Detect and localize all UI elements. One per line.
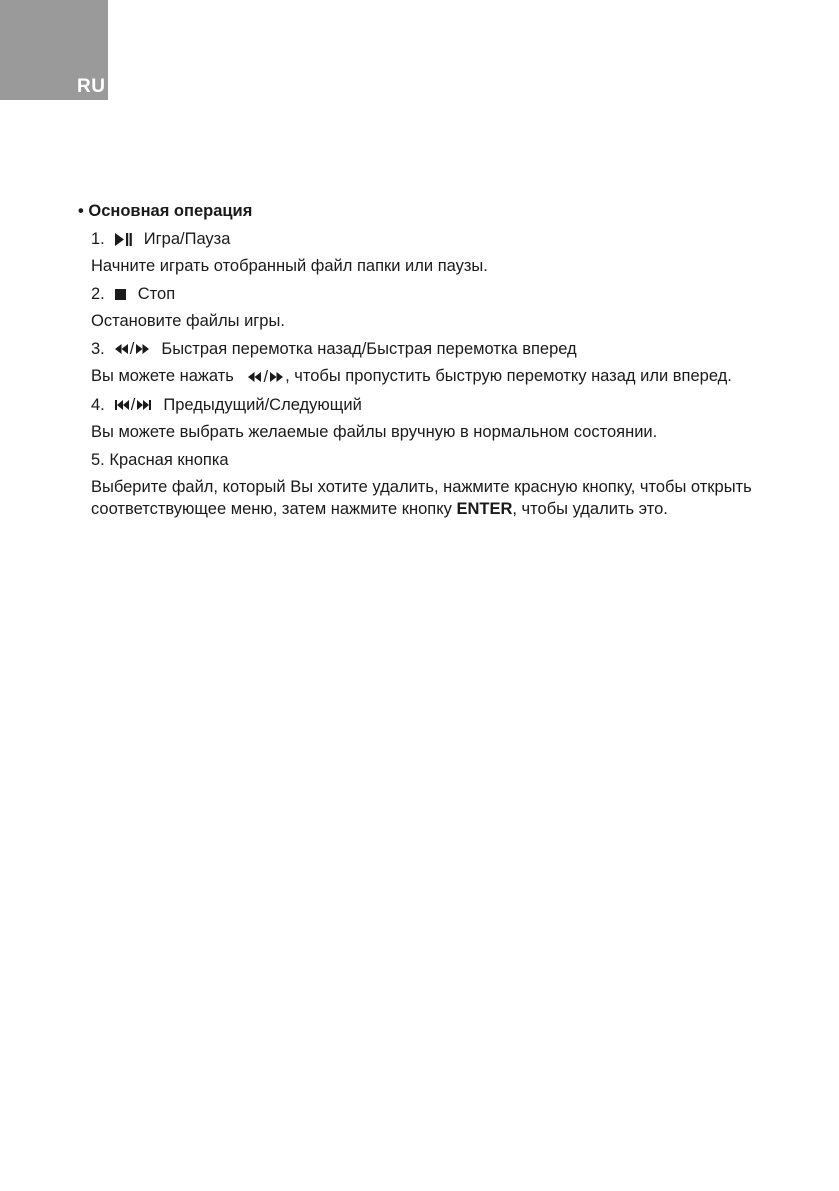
item-play-pause: [91, 228, 778, 250]
description-text: Вы можете нажать: [91, 367, 234, 385]
rewind-fast-forward-inline-icon: [248, 366, 283, 388]
rewind-fast-forward-icon: [115, 338, 150, 360]
item-description: Остановите файлы игры.: [91, 312, 285, 330]
slash: /: [129, 340, 135, 358]
description-text: , чтобы удалить это.: [512, 500, 668, 518]
slash: /: [130, 396, 136, 414]
item-title: Стоп: [137, 285, 176, 303]
description-text: Выберите файл, который Вы хотите удалить, нажмите красную кнопку, чтобы открыть соответствующее меню, затем нажмите кнопку: [91, 478, 752, 518]
play-pause-icon: [115, 233, 132, 246]
item-number: 1.: [91, 230, 105, 248]
item-title: Игра/Пауза: [143, 230, 231, 248]
item-title: Предыдущий/Следующий: [163, 396, 362, 414]
item-description: [91, 476, 778, 520]
item-number: 5.: [91, 451, 105, 469]
item-title: Красная кнопка: [109, 451, 229, 469]
item-previous-next: [91, 394, 778, 416]
section-heading: [78, 200, 778, 222]
slash: /: [263, 368, 269, 386]
item-number: 2.: [91, 285, 105, 303]
stop-icon: [115, 289, 126, 300]
basic-operation-section: [78, 200, 778, 526]
item-stop: [91, 283, 778, 305]
previous-next-icon: [115, 394, 152, 416]
item-number: 3.: [91, 340, 105, 358]
language-tab: [0, 0, 108, 100]
item-rewind-forward: [91, 338, 778, 360]
item-number: 4.: [91, 396, 105, 414]
language-code: RU: [77, 76, 106, 97]
section-title: Основная операция: [88, 202, 253, 220]
item-description: Вы можете выбрать желаемые файлы вручную в нормальном состоянии.: [91, 423, 658, 441]
bullet: •: [78, 202, 84, 220]
item-description: Начните играть отобранный файл папки или паузы.: [91, 257, 488, 275]
description-text: , чтобы пропустить быструю перемотку назад или вперед.: [285, 367, 732, 385]
item-title: Быстрая перемотка назад/Быстрая перемотка вперед: [161, 340, 577, 358]
enter-key-label: ENTER: [456, 500, 513, 518]
item-description: [91, 365, 778, 388]
item-red-button: [91, 449, 778, 471]
